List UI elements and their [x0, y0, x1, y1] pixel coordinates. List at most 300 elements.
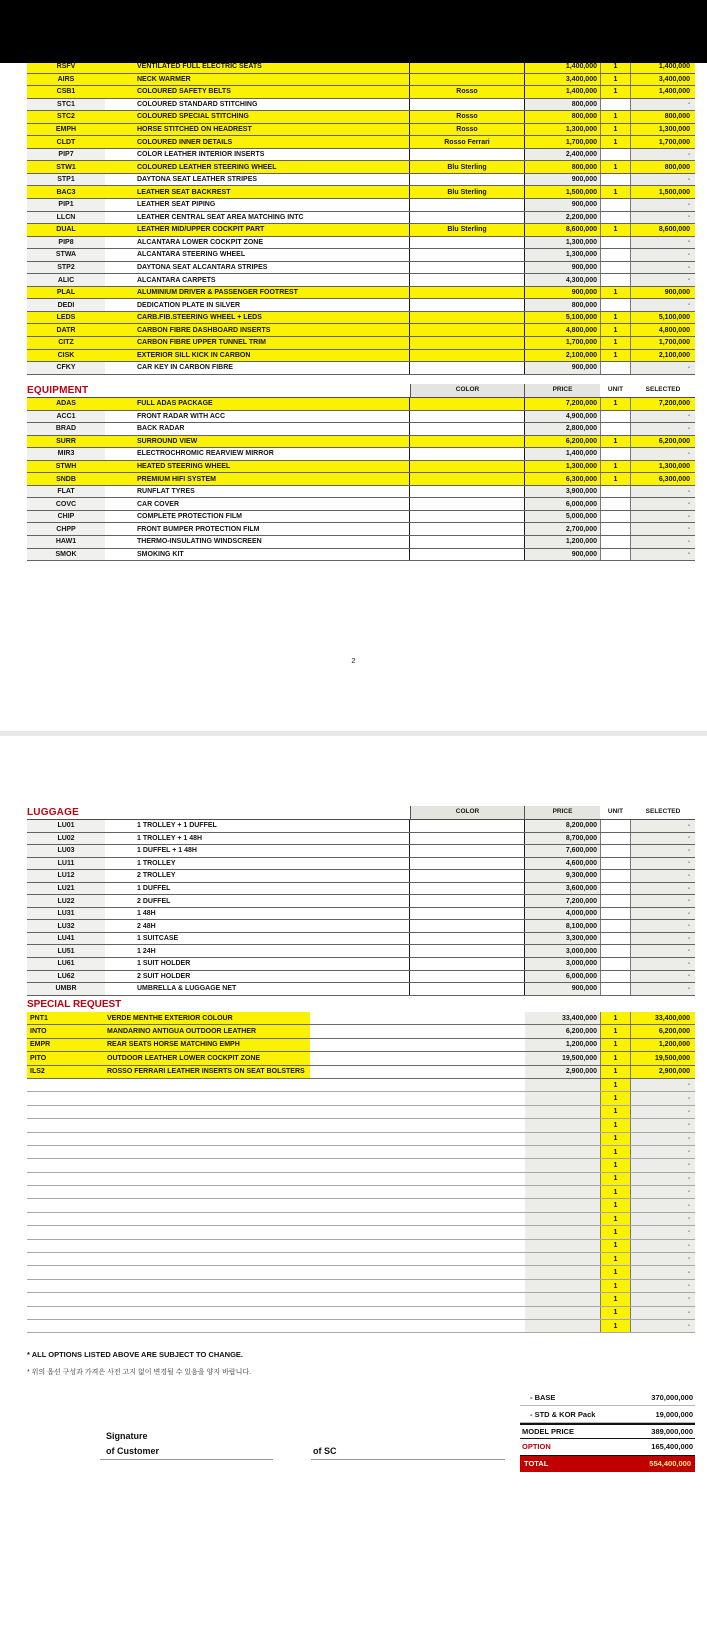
- option-unit: [600, 870, 631, 882]
- option-description: 2 48H: [105, 920, 410, 932]
- special-request-empty-row: [27, 1307, 695, 1320]
- special-request-band: [27, 1226, 310, 1238]
- option-code: AIRS: [27, 74, 105, 86]
- spacer: [310, 1186, 525, 1198]
- option-unit: 1: [600, 1092, 631, 1104]
- option-selected: -: [631, 511, 695, 523]
- option-price: 5,000,000: [525, 511, 600, 523]
- special-request-band: [27, 1266, 310, 1278]
- spacer: [310, 1066, 525, 1078]
- special-request-band: [27, 1052, 310, 1064]
- option-selected: 1,400,000: [631, 86, 695, 98]
- option-row: [27, 274, 695, 287]
- option-row: [27, 945, 695, 958]
- option-price: 4,600,000: [525, 858, 600, 870]
- special-request-band: [27, 1146, 310, 1158]
- option-selected: -: [631, 945, 695, 957]
- option-selected: -: [631, 1106, 695, 1118]
- option-unit: 1: [600, 1266, 631, 1278]
- option-price: 900,000: [525, 199, 600, 211]
- option-row: [27, 883, 695, 896]
- option-row: [27, 833, 695, 846]
- customer-signature-line: [100, 1459, 273, 1460]
- special-request-band: [27, 1307, 310, 1319]
- option-row: [27, 350, 695, 363]
- option-selected: -: [631, 971, 695, 983]
- option-selected: -: [631, 1293, 695, 1305]
- spacer: [310, 1079, 525, 1091]
- option-row: [27, 224, 695, 237]
- option-row: [27, 287, 695, 300]
- column-header-unit: UNIT: [607, 808, 624, 816]
- option-selected: -: [631, 933, 695, 945]
- option-code: PIP8: [27, 237, 105, 249]
- option-description: 1 48H: [105, 908, 410, 920]
- option-selected: -: [631, 1186, 695, 1198]
- option-selected: 1,700,000: [631, 136, 695, 148]
- option-selected: 6,300,000: [631, 473, 695, 485]
- option-description: CARBON FIBRE DASHBOARD INSERTS: [105, 324, 410, 336]
- option-row: [27, 920, 695, 933]
- option-color: [410, 549, 525, 561]
- option-unit: [600, 983, 631, 995]
- option-description: 1 DUFFEL + 1 48H: [105, 845, 410, 857]
- option-color: [410, 511, 525, 523]
- option-price: 33,400,000: [525, 1012, 600, 1024]
- option-color: [410, 820, 525, 832]
- option-unit: [600, 199, 631, 211]
- option-row: [27, 461, 695, 474]
- option-price: 3,400,000: [525, 74, 600, 86]
- option-row: [27, 870, 695, 883]
- option-unit: [600, 895, 631, 907]
- special-request-band: [27, 1092, 310, 1104]
- option-price: 800,000: [525, 161, 600, 173]
- option-description: FRONT RADAR WITH ACC: [105, 411, 410, 423]
- option-row: [27, 324, 695, 337]
- column-header-unit: UNIT: [607, 386, 624, 394]
- option-row: [27, 983, 695, 996]
- option-description: OUTDOOR LEATHER LOWER COCKPIT ZONE: [107, 1054, 261, 1062]
- option-code: LU11: [27, 858, 105, 870]
- special-request-row: [27, 1012, 695, 1025]
- special-request-empty-row: [27, 1240, 695, 1253]
- spacer: [310, 1119, 525, 1131]
- option-unit: 1: [600, 1226, 631, 1238]
- option-price: 3,600,000: [525, 883, 600, 895]
- option-price: 900,000: [525, 262, 600, 274]
- special-request-band: [27, 1012, 310, 1024]
- option-description: ELECTROCHROMIC REARVIEW MIRROR: [105, 448, 410, 460]
- option-selected: 8,600,000: [631, 224, 695, 236]
- spacer: [310, 1253, 525, 1265]
- option-selected: -: [631, 262, 695, 274]
- option-color: [410, 262, 525, 274]
- option-description: COLOURED SPECIAL STITCHING: [105, 111, 410, 123]
- option-unit: 1: [600, 1280, 631, 1292]
- option-color: [410, 337, 525, 349]
- option-color: [410, 536, 525, 548]
- spacer: [310, 1146, 525, 1158]
- option-description: LEATHER CENTRAL SEAT AREA MATCHING INTC: [105, 212, 410, 224]
- option-unit: 1: [600, 1213, 631, 1225]
- option-selected: -: [631, 1240, 695, 1252]
- option-row: [27, 845, 695, 858]
- option-row: [27, 971, 695, 984]
- option-selected: 33,400,000: [631, 1012, 695, 1024]
- option-color: [410, 958, 525, 970]
- special-request-row: [27, 1066, 695, 1079]
- option-description: LEATHER MID/UPPER COCKPIT PART: [105, 224, 410, 236]
- option-price: 6,300,000: [525, 473, 600, 485]
- summary-row-option: [520, 1439, 695, 1455]
- option-row: [27, 136, 695, 149]
- option-selected: 3,400,000: [631, 74, 695, 86]
- option-description: COMPLETE PROTECTION FILM: [105, 511, 410, 523]
- option-description: CAR COVER: [105, 498, 410, 510]
- option-color: [410, 423, 525, 435]
- special-request-empty-row: [27, 1173, 695, 1186]
- option-unit: 1: [600, 1240, 631, 1252]
- column-header-selected: SELECTED: [645, 808, 681, 816]
- option-code: SNDB: [27, 473, 105, 485]
- option-unit: [600, 99, 631, 111]
- option-row: [27, 411, 695, 424]
- summary-row-std-kor-pack: [520, 1406, 695, 1422]
- option-price: 19,500,000: [525, 1052, 600, 1064]
- option-row: [27, 473, 695, 486]
- special-request-band: [27, 1213, 310, 1225]
- option-price: 800,000: [525, 299, 600, 311]
- option-description: VERDE MENTHE EXTERIOR COLOUR: [107, 1014, 233, 1022]
- special-request-empty-row: [27, 1253, 695, 1266]
- special-request-row: [27, 1052, 695, 1065]
- special-request-empty-row: [27, 1293, 695, 1306]
- option-selected: 1,400,000: [631, 61, 695, 73]
- option-selected: 2,900,000: [631, 1066, 695, 1078]
- special-request-empty-row: [27, 1079, 695, 1092]
- option-color: [410, 473, 525, 485]
- luggage-table: [27, 820, 695, 996]
- option-color: [410, 149, 525, 161]
- option-unit: [600, 299, 631, 311]
- special-request-band: [27, 1079, 310, 1091]
- option-description: UMBRELLA & LUGGAGE NET: [105, 983, 410, 995]
- option-code: LU21: [27, 883, 105, 895]
- option-selected: -: [631, 523, 695, 535]
- summary-label: - STD & KOR Pack: [530, 1409, 596, 1419]
- page-number: 2: [351, 656, 356, 665]
- spacer: [310, 1025, 525, 1037]
- option-row: [27, 523, 695, 536]
- summary-label: TOTAL: [524, 1459, 549, 1469]
- option-selected: -: [631, 362, 695, 374]
- option-price: [525, 1173, 600, 1185]
- option-unit: [600, 212, 631, 224]
- option-row: [27, 895, 695, 908]
- option-row: [27, 199, 695, 212]
- option-color: [410, 99, 525, 111]
- option-description: NECK WARMER: [105, 74, 410, 86]
- option-color: [410, 920, 525, 932]
- option-code: HAW1: [27, 536, 105, 548]
- option-unit: 1: [600, 74, 631, 86]
- option-price: 3,000,000: [525, 945, 600, 957]
- option-unit: 1: [600, 1133, 631, 1145]
- spacer: [310, 1280, 525, 1292]
- option-unit: [600, 174, 631, 186]
- option-selected: -: [631, 149, 695, 161]
- option-unit: 1: [600, 111, 631, 123]
- option-price: [525, 1159, 600, 1171]
- special-request-row: [27, 1025, 695, 1038]
- option-row: [27, 933, 695, 946]
- option-description: CAR KEY IN CARBON FIBRE: [105, 362, 410, 374]
- option-code: PITO: [30, 1054, 47, 1062]
- option-description: MANDARINO ANTIGUA OUTDOOR LEATHER: [107, 1028, 257, 1036]
- option-code: COVC: [27, 498, 105, 510]
- option-row: [27, 536, 695, 549]
- option-selected: -: [631, 1079, 695, 1091]
- option-selected: -: [631, 1133, 695, 1145]
- option-price: [525, 1266, 600, 1278]
- option-unit: [600, 945, 631, 957]
- option-price: [525, 1320, 600, 1332]
- option-code: UMBR: [27, 983, 105, 995]
- option-code: ILS2: [30, 1068, 45, 1076]
- option-price: 6,200,000: [525, 436, 600, 448]
- option-price: 2,100,000: [525, 350, 600, 362]
- special-request-band: [27, 1106, 310, 1118]
- option-unit: [600, 448, 631, 460]
- option-code: PLAL: [27, 287, 105, 299]
- option-row: [27, 908, 695, 921]
- option-code: LU31: [27, 908, 105, 920]
- option-code: CHIP: [27, 511, 105, 523]
- option-selected: -: [631, 549, 695, 561]
- option-selected: -: [631, 1173, 695, 1185]
- option-color: [410, 523, 525, 535]
- special-request-band: [27, 1039, 310, 1051]
- option-price: 1,200,000: [525, 1039, 600, 1051]
- section-title-equipment: EQUIPMENT: [27, 385, 89, 396]
- option-unit: [600, 820, 631, 832]
- option-description: THERMO-INSULATING WINDSCREEN: [105, 536, 410, 548]
- option-selected: 1,300,000: [631, 124, 695, 136]
- option-unit: 1: [600, 1253, 631, 1265]
- option-description: 1 24H: [105, 945, 410, 957]
- signature-label-line1: Signature: [106, 1431, 148, 1441]
- option-selected: 7,200,000: [631, 398, 695, 410]
- option-row: [27, 486, 695, 499]
- option-row: [27, 958, 695, 971]
- option-unit: 1: [600, 61, 631, 73]
- option-selected: -: [631, 498, 695, 510]
- option-description: 2 DUFFEL: [105, 895, 410, 907]
- option-price: [525, 1146, 600, 1158]
- option-price: 2,900,000: [525, 1066, 600, 1078]
- option-unit: 1: [600, 1025, 631, 1037]
- column-spacer: [105, 384, 410, 397]
- option-code: LU61: [27, 958, 105, 970]
- option-selected: -: [631, 845, 695, 857]
- spacer: [310, 1173, 525, 1185]
- option-selected: 6,200,000: [631, 1025, 695, 1037]
- option-price: [525, 1119, 600, 1131]
- spacer: [310, 1052, 525, 1064]
- option-code: CHPP: [27, 523, 105, 535]
- option-row: [27, 820, 695, 833]
- option-price: 8,700,000: [525, 833, 600, 845]
- option-unit: 1: [600, 1012, 631, 1024]
- option-description: 1 SUITCASE: [105, 933, 410, 945]
- option-code: PIP1: [27, 199, 105, 211]
- option-code: CFKY: [27, 362, 105, 374]
- option-color: [410, 945, 525, 957]
- option-unit: [600, 920, 631, 932]
- option-unit: 1: [600, 161, 631, 173]
- option-row: [27, 511, 695, 524]
- option-selected: -: [631, 1146, 695, 1158]
- option-selected: -: [631, 1226, 695, 1238]
- option-description: DAYTONA SEAT LEATHER STRIPES: [105, 174, 410, 186]
- option-color: Blu Sterling: [410, 224, 525, 236]
- luggage-header-row: [27, 806, 695, 820]
- column-header-price: PRICE: [525, 384, 600, 397]
- option-price: 900,000: [525, 549, 600, 561]
- option-selected: 800,000: [631, 161, 695, 173]
- option-code: ALIC: [27, 274, 105, 286]
- option-unit: [600, 958, 631, 970]
- option-color: Rosso Ferrari: [410, 136, 525, 148]
- option-code: LU51: [27, 945, 105, 957]
- option-unit: 1: [600, 461, 631, 473]
- summary-row-base: [520, 1390, 695, 1406]
- option-color: [410, 870, 525, 882]
- option-color: [410, 983, 525, 995]
- option-unit: [600, 883, 631, 895]
- option-unit: 1: [600, 1199, 631, 1211]
- option-row: [27, 74, 695, 87]
- option-unit: [600, 149, 631, 161]
- option-price: 2,400,000: [525, 149, 600, 161]
- option-color: [410, 174, 525, 186]
- option-price: 1,400,000: [525, 61, 600, 73]
- option-unit: [600, 549, 631, 561]
- special-request-band: [27, 1025, 310, 1037]
- option-unit: 1: [600, 1320, 631, 1332]
- column-spacer: [105, 806, 410, 819]
- special-request-band: [27, 1119, 310, 1131]
- option-selected: 5,100,000: [631, 312, 695, 324]
- option-price: 3,900,000: [525, 486, 600, 498]
- option-price: 1,300,000: [525, 461, 600, 473]
- option-price: 900,000: [525, 983, 600, 995]
- special-request-row: [27, 1039, 695, 1052]
- option-color: [410, 883, 525, 895]
- option-description: COLOURED STANDARD STITCHING: [105, 99, 410, 111]
- option-code: LLCN: [27, 212, 105, 224]
- special-request-band: [27, 1199, 310, 1211]
- option-unit: [600, 249, 631, 261]
- option-unit: [600, 523, 631, 535]
- option-description: COLOURED SAFETY BELTS: [105, 86, 410, 98]
- option-code: DATR: [27, 324, 105, 336]
- option-selected: -: [631, 237, 695, 249]
- option-row: [27, 312, 695, 325]
- option-description: EXTERIOR SILL KICK IN CARBON: [105, 350, 410, 362]
- option-color: [410, 299, 525, 311]
- option-row: [27, 212, 695, 225]
- summary-row-model-price: [520, 1423, 695, 1439]
- option-row: [27, 398, 695, 411]
- option-selected: -: [631, 448, 695, 460]
- special-request-empty-row: [27, 1092, 695, 1105]
- option-unit: [600, 845, 631, 857]
- option-selected: 1,200,000: [631, 1039, 695, 1051]
- option-price: 4,300,000: [525, 274, 600, 286]
- option-description: FULL ADAS PACKAGE: [105, 398, 410, 410]
- option-description: 2 SUIT HOLDER: [105, 971, 410, 983]
- option-selected: -: [631, 908, 695, 920]
- option-row: [27, 549, 695, 562]
- option-unit: [600, 908, 631, 920]
- option-selected: 1,500,000: [631, 186, 695, 198]
- spacer: [310, 1213, 525, 1225]
- spacer: [310, 1039, 525, 1051]
- option-selected: -: [631, 411, 695, 423]
- option-unit: 1: [600, 287, 631, 299]
- option-price: 1,400,000: [525, 86, 600, 98]
- option-selected: -: [631, 99, 695, 111]
- special-request-empty-row: [27, 1280, 695, 1293]
- option-price: [525, 1293, 600, 1305]
- option-price: 1,300,000: [525, 249, 600, 261]
- option-unit: 1: [600, 350, 631, 362]
- option-unit: 1: [600, 337, 631, 349]
- option-description: 1 TROLLEY + 1 48H: [105, 833, 410, 845]
- option-selected: -: [631, 820, 695, 832]
- option-description: DEDICATION PLATE IN SILVER: [105, 299, 410, 311]
- option-unit: [600, 858, 631, 870]
- option-unit: 1: [600, 1039, 631, 1051]
- option-row: [27, 448, 695, 461]
- option-unit: 1: [600, 1146, 631, 1158]
- option-selected: -: [631, 1307, 695, 1319]
- option-code: RSFV: [27, 61, 105, 73]
- option-unit: 1: [600, 473, 631, 485]
- option-description: REAR SEATS HORSE MATCHING EMPH: [107, 1041, 240, 1049]
- option-price: 3,300,000: [525, 933, 600, 945]
- option-unit: 1: [600, 398, 631, 410]
- summary-value: 370,000,000: [651, 1393, 693, 1403]
- option-selected: 19,500,000: [631, 1052, 695, 1064]
- option-description: LEATHER SEAT PIPING: [105, 199, 410, 211]
- option-color: [410, 858, 525, 870]
- option-color: [410, 199, 525, 211]
- option-price: 1,300,000: [525, 124, 600, 136]
- summary-value: 19,000,000: [655, 1409, 693, 1419]
- spacer: [310, 1133, 525, 1145]
- special-request-band: [27, 1253, 310, 1265]
- option-unit: 1: [600, 1173, 631, 1185]
- option-code: EMPR: [30, 1041, 51, 1049]
- option-price: [525, 1186, 600, 1198]
- option-description: 1 TROLLEY: [105, 858, 410, 870]
- option-price: 2,700,000: [525, 523, 600, 535]
- option-code: EMPH: [27, 124, 105, 136]
- option-row: [27, 186, 695, 199]
